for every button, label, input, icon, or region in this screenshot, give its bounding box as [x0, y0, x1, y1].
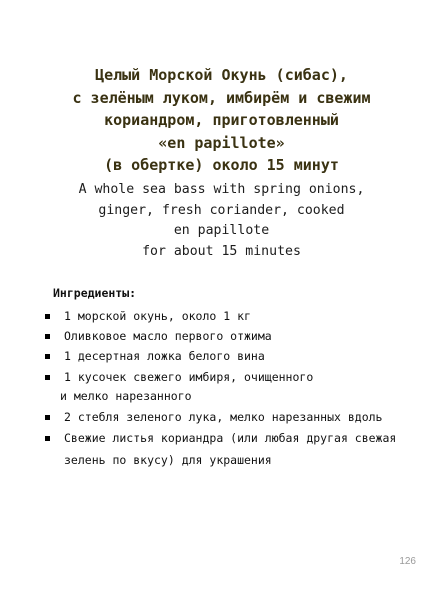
ingredient-line: зелень по вкусу) для украшения: [64, 453, 272, 467]
recipe-title-russian: [0, 64, 443, 177]
title-en-line: ginger, fresh coriander, cooked: [98, 202, 345, 218]
ingredients-heading: Ингредиенты:: [53, 286, 137, 300]
title-ru-line: Целый Морской Окунь (сибас),: [95, 66, 348, 84]
ingredient-line: 2 стебля зеленого лука, мелко нарезанных вдоль: [64, 410, 383, 424]
title-en-line: en papillote: [173, 223, 270, 238]
bullet-icon: [45, 436, 50, 441]
recipe-title-english: [0, 180, 443, 262]
ingredient-line: Свежие листья кориандра (или любая другая свежая: [64, 431, 397, 445]
title-ru-line: с зелёным луком, имбирём и свежим: [72, 88, 371, 107]
title-ru-line: (в обертке) около 15 минут: [104, 156, 339, 174]
ingredient-line: 1 кусочек свежего имбиря, очищенного: [64, 370, 314, 384]
bullet-icon: [45, 314, 50, 319]
ingredient-line: и мелко нарезанного: [60, 389, 192, 403]
bullet-icon: [45, 354, 50, 359]
ingredient-line: 1 морской окунь, около 1 кг: [64, 309, 251, 323]
bullet-icon: [45, 375, 50, 380]
bullet-icon: [45, 415, 50, 420]
title-en-line: A whole sea bass with spring onions,: [78, 182, 365, 197]
title-ru-line: кориандром, приготовленный: [104, 111, 339, 129]
title-ru-line: «en papillote»: [158, 133, 285, 152]
ingredient-line: 1 десертная ложка белого вина: [64, 349, 265, 363]
title-en-line: for about 15 minutes: [142, 243, 301, 259]
bullet-icon: [45, 334, 50, 339]
ingredient-line: Оливковое масло первого отжима: [64, 329, 272, 343]
page-number: 126: [399, 556, 416, 567]
